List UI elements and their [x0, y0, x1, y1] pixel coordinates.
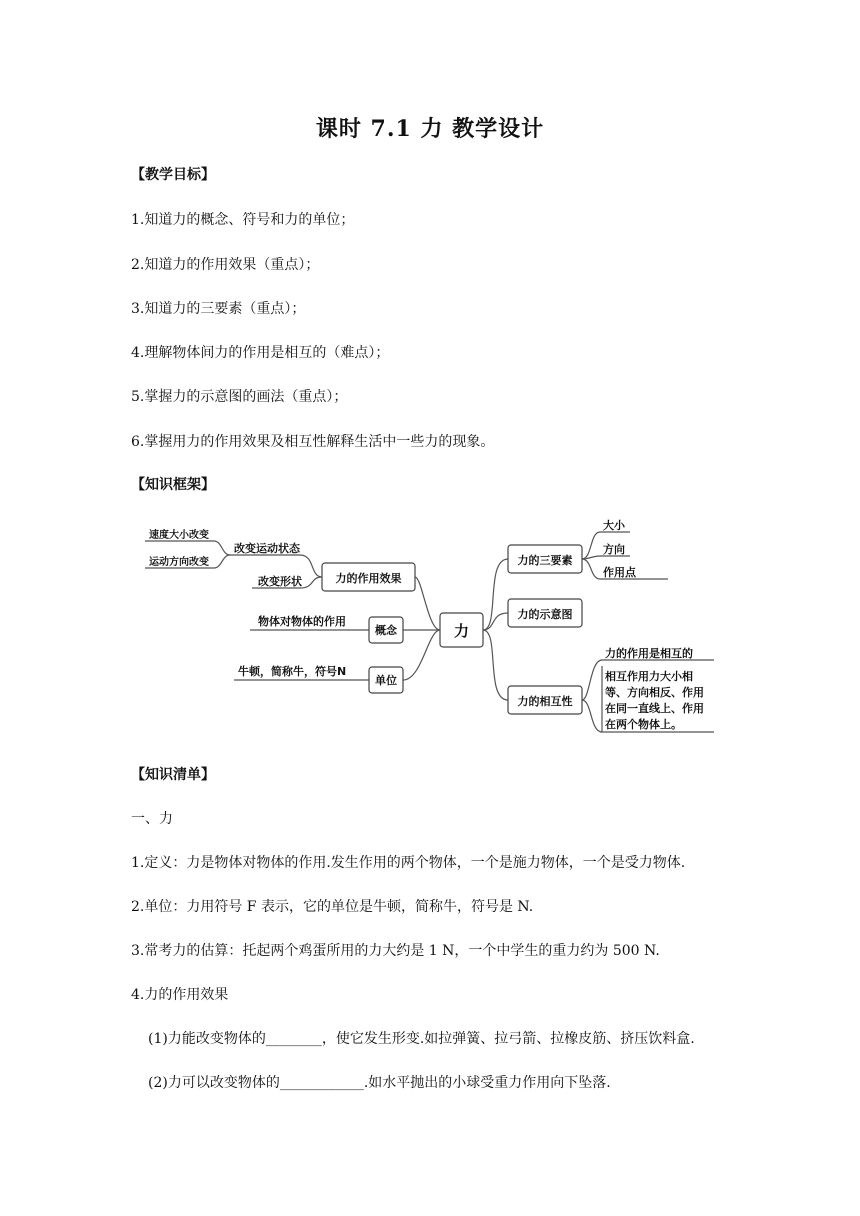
- branch-speed: [145, 541, 230, 555]
- change-shape-label: 改变形状: [258, 575, 302, 588]
- branch-unit: [403, 630, 440, 680]
- checklist-subitem: (2)力可以改变物体的____________.如水平抛出的小球受重力作用向下坠落.: [148, 1075, 611, 1091]
- change-motion-label: 改变运动状态: [234, 542, 300, 555]
- unit-node-label: 单位: [375, 674, 397, 687]
- mutual-head-label: 力的作用是相互的: [605, 647, 693, 660]
- part-heading: 一、力: [131, 811, 173, 827]
- unit-detail-label: 牛顿，简称牛，符号N: [238, 665, 347, 678]
- point-of-action-label: 作用点: [603, 566, 636, 579]
- branch-diagram: [483, 613, 508, 630]
- objective-item: 2.知道力的作用效果（重点）；: [131, 257, 320, 273]
- objectives-heading: 【教学目标】: [131, 167, 215, 183]
- branch-direction: [582, 556, 630, 559]
- knowledge-mindmap: [140, 512, 730, 740]
- mutual-detail-line: 等、方向相反、作用: [605, 686, 704, 699]
- checklist-heading: 【知识清单】: [131, 767, 215, 783]
- checklist-item: 4.力的作用效果: [131, 987, 229, 1003]
- diagram-node-label: 力的示意图: [517, 608, 573, 621]
- direction-change-label: 运动方向改变: [149, 557, 209, 568]
- speed-change-label: 速度大小改变: [149, 530, 209, 541]
- magnitude-label: 大小: [603, 519, 625, 532]
- branch-effect: [415, 577, 440, 630]
- checklist-item: 1.定义：力是物体对物体的作用.发生作用的两个物体，一个是施力物体，一个是受力物体.: [131, 855, 686, 871]
- three-elements-node-label: 力的三要素: [517, 554, 573, 567]
- framework-heading: 【知识框架】: [131, 477, 215, 493]
- concept-detail-label: 物体对物体的作用: [258, 615, 346, 628]
- checklist-subitem: (1)力能改变物体的________，使它发生形变.如拉弹簧、拉弓箭、拉橡皮筋、挤压饮料盒.: [148, 1031, 695, 1047]
- mutual-detail-line: 相互作用力大小相: [605, 670, 693, 683]
- page-title: 课时 7.1 力 教学设计: [315, 116, 545, 142]
- checklist-item: 3.常考力的估算：托起两个鸡蛋所用的力大约是 1 N，一个中学生的重力约为 500 N.: [131, 943, 660, 959]
- objective-item: 5.掌握力的示意图的画法（重点）；: [131, 389, 348, 405]
- branch-change-motion: [230, 555, 322, 577]
- direction-label: 方向: [603, 543, 625, 556]
- branch-mutual: [483, 630, 508, 700]
- center-node-label: 力: [453, 622, 470, 640]
- mutual-node-label: 力的相互性: [517, 695, 573, 708]
- checklist-item: 2.单位：力用符号 F 表示，它的单位是牛顿，简称牛，符号是 N.: [131, 899, 534, 915]
- objective-item: 4.理解物体间力的作用是相互的（难点）；: [131, 345, 390, 361]
- concept-node-label: 概念: [375, 624, 397, 637]
- objective-item: 6.掌握用力的作用效果及相互性解释生活中一些力的现象。: [131, 434, 495, 450]
- objective-item: 3.知道力的三要素（重点）；: [131, 301, 306, 317]
- objective-item: 1.知道力的概念、符号和力的单位；: [131, 212, 355, 228]
- mutual-detail-line: 在两个物体上。: [605, 718, 682, 731]
- effect-node-label: 力的作用效果: [335, 572, 402, 585]
- mutual-detail-line: 在同一直线上、作用: [605, 702, 704, 715]
